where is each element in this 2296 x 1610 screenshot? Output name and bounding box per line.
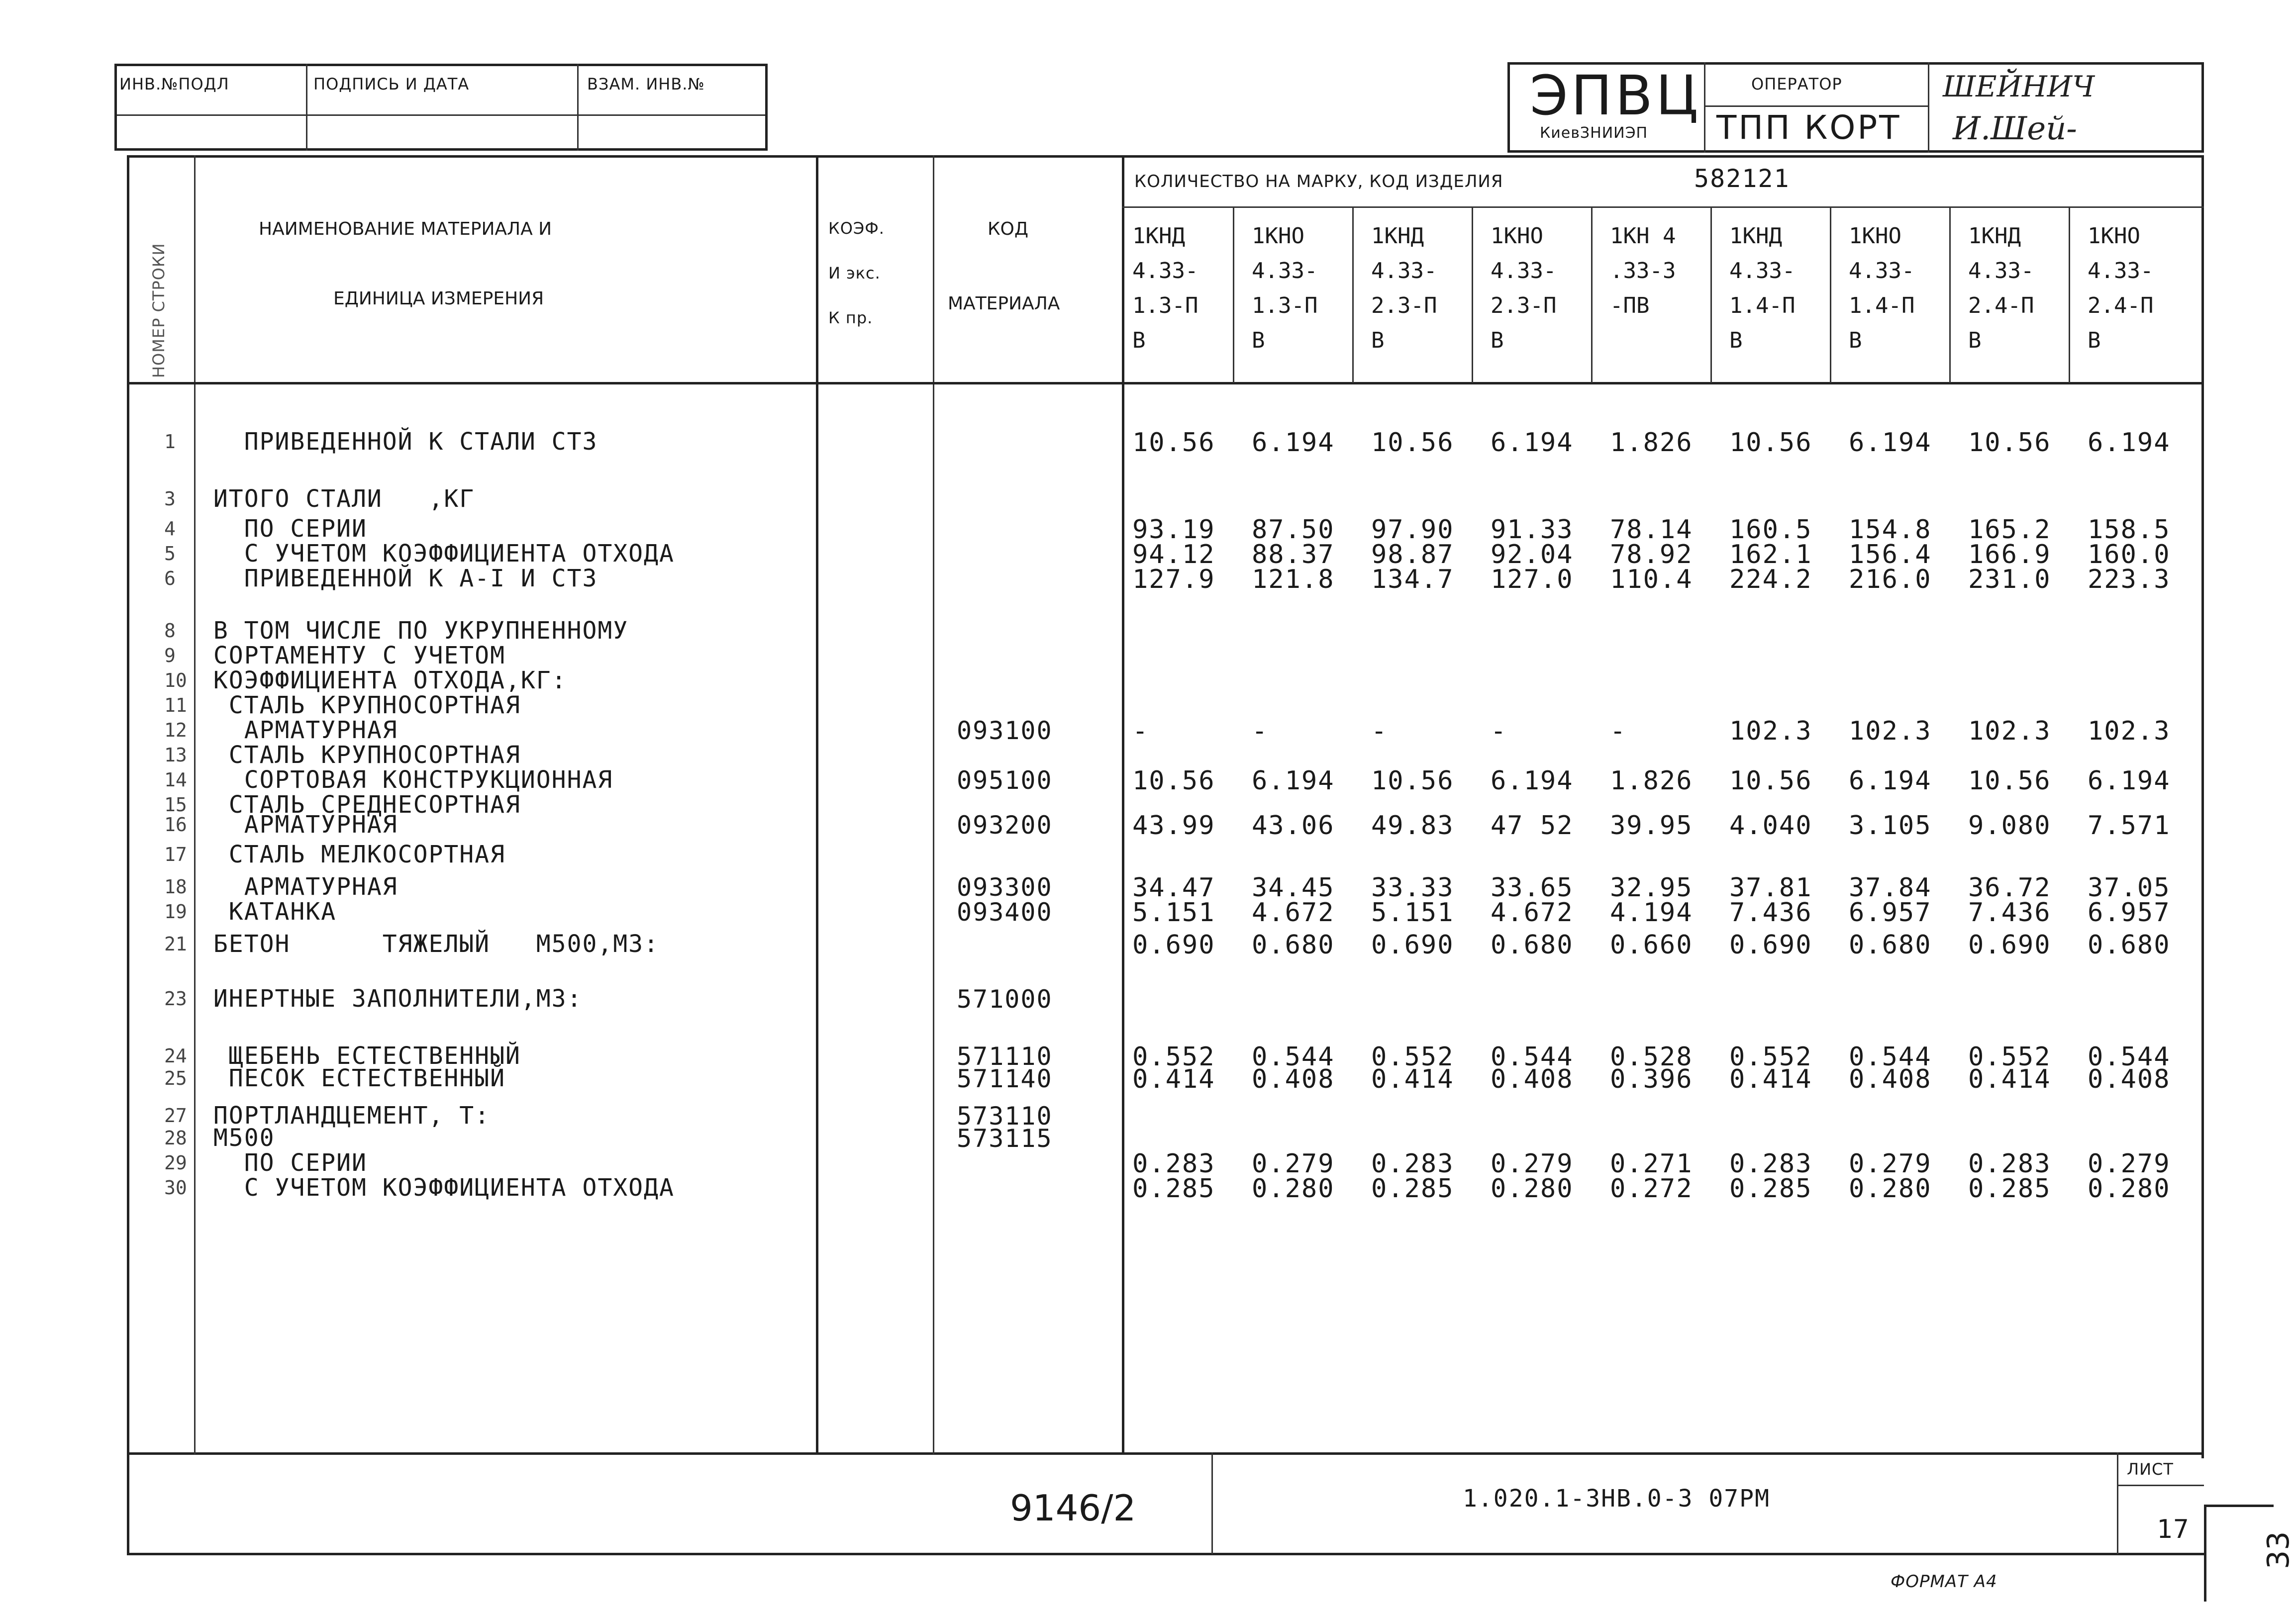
mark-line: 1.4-П: [1849, 293, 1915, 318]
material-name: ЩЕБЕНЬ ЕСТЕСТВЕННЫЙ: [198, 1042, 521, 1070]
col-code-header-1: КОД: [988, 219, 1029, 239]
material-name: СОРТАМЕНТУ С УЧЕТОМ: [198, 642, 505, 669]
vzam-label: ВЗАМ. ИНВ.№: [587, 75, 705, 94]
quantity-cell: 127.9: [1132, 565, 1215, 594]
quantity-cell: 0.408: [1849, 1064, 1932, 1094]
table-row: [128, 565, 2202, 594]
material-name: ПОРТЛАНДЦЕМЕНТ, Т:: [198, 1102, 491, 1130]
quantity-values: [1132, 811, 2207, 841]
mark-line: 2.3-П: [1371, 293, 1437, 318]
quantity-cell: -: [1491, 716, 1507, 746]
inv-label: ИНВ.№ПОДЛ: [119, 75, 229, 94]
col-coef-header-3: К пр.: [828, 308, 873, 327]
mark-line: -ПВ: [1610, 293, 1650, 318]
quantity-cell: 0.552: [1968, 1042, 2051, 1072]
quantity-cell: 224.2: [1729, 565, 1812, 594]
material-name: М500: [198, 1124, 275, 1152]
quantity-cell: 0.552: [1729, 1042, 1812, 1072]
row-number: 15: [164, 794, 187, 816]
quantity-cell: 98.87: [1371, 540, 1454, 569]
material-code: 571000: [957, 985, 1053, 1014]
quantity-cell: -: [1610, 716, 1627, 746]
row-number: 9: [164, 645, 176, 666]
qty-header: КОЛИЧЕСТВО НА МАРКУ, КОД ИЗДЕЛИЯ: [1134, 172, 1503, 191]
quantity-cell: 127.0: [1491, 565, 1574, 594]
quantity-cell: 0.280: [1252, 1174, 1335, 1204]
material-name: ПРИВЕДЕННОЙ К А-I И СТЗ: [198, 565, 598, 592]
quantity-cell: -: [1371, 716, 1388, 746]
row-number: 18: [164, 876, 187, 898]
quantity-cell: 5.151: [1132, 898, 1215, 928]
quantity-cell: 0.283: [1132, 1149, 1215, 1179]
quantity-cell: 0.680: [1252, 930, 1335, 960]
quantity-cell: 0.414: [1132, 1064, 1215, 1094]
mark-line: В: [1491, 328, 1504, 353]
quantity-cell: 160.5: [1729, 515, 1812, 545]
quantity-cell: 6.194: [1849, 428, 1932, 458]
quantity-cell: 9.080: [1968, 811, 2051, 841]
table-row: [128, 898, 2202, 928]
material-code: 571140: [957, 1064, 1053, 1093]
quantity-cell: 0.279: [2088, 1149, 2171, 1179]
quantity-cell: 5.151: [1371, 898, 1454, 928]
row-number: 28: [164, 1127, 187, 1149]
material-name: АРМАТУРНАЯ: [198, 716, 398, 744]
material-name: ИТОГО СТАЛИ ,КГ: [198, 485, 475, 513]
material-code: 571110: [957, 1042, 1053, 1071]
material-name: СТАЛЬ КРУПНОСОРТНАЯ: [198, 691, 521, 719]
mark-line: В: [2088, 328, 2101, 353]
designation: 1.020.1-3НВ.0-3 07РМ: [1463, 1485, 1770, 1513]
quantity-cell: 37.05: [2088, 873, 2171, 903]
mark-line: 1КНД: [1729, 223, 1782, 249]
col-name-header-1: НАИМЕНОВАНИЕ МАТЕРИАЛА И: [259, 219, 552, 239]
material-name: С УЧЕТОМ КОЭФФИЦИЕНТА ОТХОДА: [198, 1174, 675, 1202]
table-body: [128, 383, 2202, 1452]
mark-line: 2.3-П: [1491, 293, 1557, 318]
quantity-cell: 158.5: [2088, 515, 2171, 545]
doc-number: 9146/2: [1010, 1487, 1136, 1529]
mark-line: 1.4-П: [1729, 293, 1796, 318]
quantity-cell: 0.544: [1252, 1042, 1335, 1072]
table-row: [128, 841, 2202, 870]
quantity-cell: 33.33: [1371, 873, 1454, 903]
quantity-cell: 94.12: [1132, 540, 1215, 569]
mark-line: 1КН 4: [1610, 223, 1676, 249]
quantity-cell: 6.194: [2088, 428, 2171, 458]
col-code-header-2: МАТЕРИАЛА: [948, 293, 1060, 314]
material-code: 093200: [957, 811, 1053, 840]
quantity-cell: 0.285: [1371, 1174, 1454, 1204]
operator-label: ОПЕРАТОР: [1751, 75, 1842, 94]
quantity-cell: 10.56: [1729, 428, 1812, 458]
col-name-header-2: ЕДИНИЦА ИЗМЕРЕНИЯ: [333, 288, 544, 309]
org-subtitle: КиевЗНИИЭП: [1540, 124, 1648, 142]
quantity-cell: 1.826: [1610, 766, 1693, 796]
quantity-cell: 88.37: [1252, 540, 1335, 569]
row-number: 1: [164, 431, 176, 453]
quantity-values: [1132, 1064, 2207, 1094]
row-number: 10: [164, 669, 187, 691]
mark-line: 4.33-: [1849, 258, 1915, 284]
quantity-cell: -: [1132, 716, 1149, 746]
material-name: ПРИВЕДЕННОЙ К СТАЛИ СТЗ: [198, 428, 598, 456]
quantity-cell: 0.279: [1849, 1149, 1932, 1179]
mark-line: 4.33-: [1132, 258, 1198, 284]
row-number: 23: [164, 988, 187, 1010]
quantity-cell: 160.0: [2088, 540, 2171, 569]
material-name: СТАЛЬ МЕЛКОСОРТНАЯ: [198, 841, 505, 868]
mark-line: 1КНО: [1849, 223, 1901, 249]
quantity-cell: 0.552: [1132, 1042, 1215, 1072]
col-rownum-header: НОМЕР СТРОКИ: [149, 243, 168, 378]
row-number: 27: [164, 1105, 187, 1127]
material-name: ПО СЕРИИ: [198, 1149, 367, 1177]
material-code: 093100: [957, 716, 1053, 745]
quantity-cell: 0.680: [2088, 930, 2171, 960]
row-number: 14: [164, 769, 187, 791]
material-code: 573115: [957, 1124, 1053, 1153]
mark-line: 1КНО: [1252, 223, 1304, 249]
quantity-cell: 0.272: [1610, 1174, 1693, 1204]
table-row: [128, 985, 2202, 1015]
quantity-cell: 39.95: [1610, 811, 1693, 841]
mark-headers: [1128, 214, 2203, 378]
quantity-cell: 34.45: [1252, 873, 1335, 903]
quantity-cell: 7.436: [1968, 898, 2051, 928]
quantity-cell: 93.19: [1132, 515, 1215, 545]
quantity-cell: 0.279: [1252, 1149, 1335, 1179]
quantity-cell: 43.06: [1252, 811, 1335, 841]
quantity-cell: 0.285: [1132, 1174, 1215, 1204]
mark-line: 1КНО: [2088, 223, 2140, 249]
mark-line: .33-3: [1610, 258, 1676, 284]
quantity-cell: 102.3: [2088, 716, 2171, 746]
operator-value: ТПП КОРТ: [1716, 108, 1901, 147]
quantity-cell: 6.957: [1849, 898, 1932, 928]
mark-line: В: [1371, 328, 1385, 353]
quantity-cell: 0.408: [1491, 1064, 1574, 1094]
quantity-values: [1132, 898, 2207, 928]
table-row: [128, 1174, 2202, 1204]
row-number: 25: [164, 1067, 187, 1089]
mark-line: 1КНО: [1491, 223, 1543, 249]
table-row: [128, 485, 2202, 515]
quantity-cell: 10.56: [1729, 766, 1812, 796]
quantity-cell: 0.408: [1252, 1064, 1335, 1094]
quantity-cell: 37.84: [1849, 873, 1932, 903]
quantity-cell: 0.528: [1610, 1042, 1693, 1072]
quantity-cell: 134.7: [1371, 565, 1454, 594]
mark-line: 1КНД: [1132, 223, 1185, 249]
quantity-cell: 156.4: [1849, 540, 1932, 569]
quantity-cell: 6.194: [2088, 766, 2171, 796]
mark-line: 2.4-П: [2088, 293, 2154, 318]
quantity-cell: 0.690: [1968, 930, 2051, 960]
material-name: БЕТОН ТЯЖЕЛЫЙ М500,М3:: [198, 930, 659, 958]
quantity-cell: 10.56: [1968, 766, 2051, 796]
quantity-cell: 231.0: [1968, 565, 2051, 594]
material-name: КОЭФФИЦИЕНТА ОТХОДА,КГ:: [198, 666, 567, 694]
mark-line: 4.33-: [2088, 258, 2154, 284]
sign-date-label: ПОДПИСЬ И ДАТА: [313, 75, 470, 94]
quantity-cell: 10.56: [1968, 428, 2051, 458]
quantity-cell: 0.690: [1729, 930, 1812, 960]
quantity-cell: 34.47: [1132, 873, 1215, 903]
mark-line: В: [1729, 328, 1743, 353]
quantity-cell: 0.279: [1491, 1149, 1574, 1179]
row-number: 13: [164, 744, 187, 766]
material-name: СТАЛЬ СРЕДНЕСОРТНАЯ: [198, 791, 521, 819]
quantity-cell: 0.285: [1729, 1174, 1812, 1204]
product-code: 582121: [1694, 164, 1790, 193]
quantity-cell: 43.99: [1132, 811, 1215, 841]
quantity-values: [1132, 565, 2207, 594]
quantity-cell: 91.33: [1491, 515, 1574, 545]
material-name: АРМАТУРНАЯ: [198, 811, 398, 839]
quantity-cell: 102.3: [1849, 716, 1932, 746]
quantity-values: [1132, 1174, 2207, 1204]
sheet-label: ЛИСТ: [2127, 1460, 2174, 1479]
row-number: 12: [164, 719, 187, 741]
quantity-cell: 10.56: [1132, 428, 1215, 458]
mark-line: В: [1252, 328, 1265, 353]
row-number: 21: [164, 933, 187, 955]
quantity-cell: 0.271: [1610, 1149, 1693, 1179]
quantity-cell: 92.04: [1491, 540, 1574, 569]
quantity-cell: 0.285: [1968, 1174, 2051, 1204]
quantity-cell: -: [1252, 716, 1269, 746]
material-code: 093300: [957, 873, 1053, 902]
material-name: В ТОМ ЧИСЛЕ ПО УКРУПНЕННОМУ: [198, 617, 629, 645]
quantity-cell: 6.194: [1491, 766, 1574, 796]
material-code: 093400: [957, 898, 1053, 927]
table-row: [128, 428, 2202, 458]
quantity-cell: 32.95: [1610, 873, 1693, 903]
quantity-cell: 0.283: [1729, 1149, 1812, 1179]
quantity-cell: 4.194: [1610, 898, 1693, 928]
quantity-cell: 6.194: [1252, 428, 1335, 458]
mark-line: В: [1849, 328, 1862, 353]
mark-line: 4.33-: [1252, 258, 1318, 284]
mark-line: В: [1968, 328, 1982, 353]
material-code: 573110: [957, 1102, 1053, 1131]
quantity-cell: 6.194: [1849, 766, 1932, 796]
mark-line: 1КНД: [1371, 223, 1424, 249]
quantity-cell: 0.690: [1371, 930, 1454, 960]
table-row: [128, 930, 2202, 960]
row-number: 3: [164, 488, 176, 510]
quantity-cell: 33.65: [1491, 873, 1574, 903]
quantity-cell: 0.396: [1610, 1064, 1693, 1094]
quantity-cell: 7.436: [1729, 898, 1812, 928]
mark-line: 4.33-: [1968, 258, 2034, 284]
quantity-cell: 0.680: [1849, 930, 1932, 960]
material-name: СОРТОВАЯ КОНСТРУКЦИОННАЯ: [198, 766, 613, 794]
quantity-cell: 10.56: [1371, 766, 1454, 796]
org-logo: ЭПВЦ: [1530, 64, 1701, 127]
side-number: 33: [2261, 1531, 2296, 1569]
quantity-cell: 7.571: [2088, 811, 2171, 841]
quantity-cell: 102.3: [1968, 716, 2051, 746]
quantity-cell: 87.50: [1252, 515, 1335, 545]
quantity-cell: 4.040: [1729, 811, 1812, 841]
row-number: 30: [164, 1177, 187, 1199]
quantity-cell: 0.280: [1849, 1174, 1932, 1204]
col-coef-header-2: И экс.: [828, 264, 881, 283]
row-number: 11: [164, 694, 187, 716]
quantity-cell: 102.3: [1729, 716, 1812, 746]
quantity-cell: 0.283: [1968, 1149, 2051, 1179]
quantity-cell: 121.8: [1252, 565, 1335, 594]
quantity-cell: 0.544: [2088, 1042, 2171, 1072]
format-label: ФОРМАТ А4: [1891, 1572, 1997, 1592]
quantity-cell: 0.414: [1729, 1064, 1812, 1094]
quantity-cell: 6.194: [1252, 766, 1335, 796]
quantity-cell: 166.9: [1968, 540, 2051, 569]
material-name: КАТАНКА: [198, 898, 337, 926]
quantity-cell: 223.3: [2088, 565, 2171, 594]
quantity-cell: 0.680: [1491, 930, 1574, 960]
mark-line: 1.3-П: [1132, 293, 1198, 318]
material-name: ПО СЕРИИ: [198, 515, 367, 543]
quantity-cell: 78.14: [1610, 515, 1693, 545]
quantity-cell: 3.105: [1849, 811, 1932, 841]
mark-line: 4.33-: [1491, 258, 1557, 284]
quantity-cell: 0.414: [1968, 1064, 2051, 1094]
material-name: СТАЛЬ КРУПНОСОРТНАЯ: [198, 741, 521, 769]
quantity-cell: 36.72: [1968, 873, 2051, 903]
quantity-cell: 6.957: [2088, 898, 2171, 928]
col-coef-header-1: КОЭФ.: [828, 219, 885, 238]
quantity-cell: 4.672: [1491, 898, 1574, 928]
row-number: 8: [164, 620, 176, 642]
quantity-cell: 1.826: [1610, 428, 1693, 458]
mark-line: 1.3-П: [1252, 293, 1318, 318]
quantity-cell: 165.2: [1968, 515, 2051, 545]
quantity-cell: 0.544: [1849, 1042, 1932, 1072]
mark-line: 4.33-: [1729, 258, 1796, 284]
quantity-cell: 0.414: [1371, 1064, 1454, 1094]
quantity-cell: 49.83: [1371, 811, 1454, 841]
quantity-cell: 78.92: [1610, 540, 1693, 569]
quantity-cell: 0.280: [2088, 1174, 2171, 1204]
row-number: 5: [164, 543, 176, 565]
row-number: 4: [164, 518, 176, 540]
quantity-values: [1132, 428, 2207, 458]
quantity-cell: 47 52: [1491, 811, 1574, 841]
material-name: С УЧЕТОМ КОЭФФИЦИЕНТА ОТХОДА: [198, 540, 675, 568]
material-name: ИНЕРТНЫЕ ЗАПОЛНИТЕЛИ,М3:: [198, 985, 583, 1013]
quantity-cell: 0.690: [1132, 930, 1215, 960]
quantity-cell: 10.56: [1371, 428, 1454, 458]
table-row: [128, 1064, 2202, 1094]
row-number: 16: [164, 814, 187, 836]
sheet-number: 17: [2157, 1515, 2190, 1544]
material-name: ПЕСОК ЕСТЕСТВЕННЫЙ: [198, 1064, 505, 1092]
quantity-cell: 37.81: [1729, 873, 1812, 903]
material-code: 095100: [957, 766, 1053, 795]
quantity-cell: 0.544: [1491, 1042, 1574, 1072]
mark-line: 2.4-П: [1968, 293, 2034, 318]
table-row: [128, 811, 2202, 841]
quantity-cell: 0.660: [1610, 930, 1693, 960]
quantity-values: [1132, 930, 2207, 960]
quantity-cell: 216.0: [1849, 565, 1932, 594]
row-number: 29: [164, 1152, 187, 1174]
signature: И.Шей-: [1953, 110, 2077, 147]
row-number: 19: [164, 901, 187, 923]
quantity-cell: 110.4: [1610, 565, 1693, 594]
quantity-cell: 154.8: [1849, 515, 1932, 545]
quantity-cell: 0.283: [1371, 1149, 1454, 1179]
quantity-cell: 0.280: [1491, 1174, 1574, 1204]
quantity-cell: 10.56: [1132, 766, 1215, 796]
row-number: 24: [164, 1045, 187, 1067]
material-name: АРМАТУРНАЯ: [198, 873, 398, 901]
quantity-cell: 162.1: [1729, 540, 1812, 569]
quantity-cell: 97.90: [1371, 515, 1454, 545]
row-number: 17: [164, 844, 187, 865]
row-number: 6: [164, 568, 176, 589]
quantity-cell: 0.408: [2088, 1064, 2171, 1094]
mark-line: 1КНД: [1968, 223, 2021, 249]
operator-name: ШЕЙНИЧ: [1943, 70, 2095, 103]
quantity-cell: 4.672: [1252, 898, 1335, 928]
mark-line: В: [1132, 328, 1146, 353]
quantity-cell: 0.552: [1371, 1042, 1454, 1072]
mark-line: 4.33-: [1371, 258, 1437, 284]
quantity-cell: 6.194: [1491, 428, 1574, 458]
